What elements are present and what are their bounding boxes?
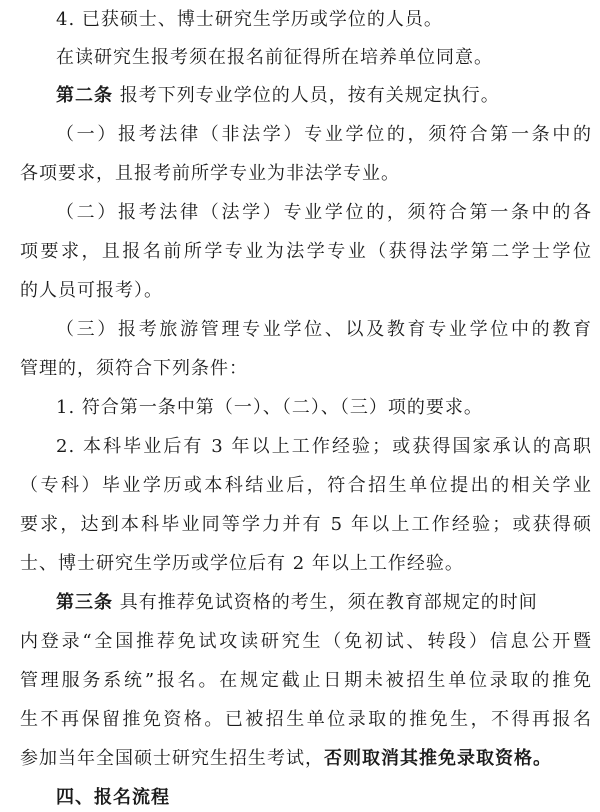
paragraph-line: 生不再保留推免资格。已被招生单位录取的推免生，不得再报名	[20, 709, 592, 730]
paragraph-line: （二）报考法律（法学）专业学位的，须符合第一条中的各	[56, 202, 592, 223]
paragraph-line: 士、博士研究生学历或学位后有 2 年以上工作经验。	[20, 553, 464, 574]
article-2-heading	[56, 84, 592, 108]
paragraph-line: （专科）毕业学历或本科结业后，符合招生单位提出的相关学业	[20, 475, 592, 496]
paragraph-line	[20, 747, 592, 771]
paragraph-line: 项要求，且报名前所学专业为法学专业（获得法学第二学士学位	[20, 241, 592, 262]
article-3-title: 第三条	[56, 592, 113, 613]
article-3-heading	[56, 591, 592, 615]
paragraph-text: 参加当年全国硕士研究生招生考试，	[20, 748, 324, 769]
paragraph-line: 的人员可报考）。	[20, 280, 163, 301]
paragraph-line: 内登录“全国推荐免试攻读研究生（免初试、转段）信息公开暨	[20, 631, 592, 652]
article-2-text: 报考下列专业学位的人员，按有关规定执行。	[113, 85, 500, 106]
paragraph-line: （三）报考旅游管理专业学位、以及教育专业学位中的教育	[56, 319, 592, 340]
paragraph-line: （一）报考法律（非法学）专业学位的，须符合第一条中的	[56, 124, 592, 145]
paragraph-line: 在读研究生报考须在报名前征得所在培养单位同意。	[56, 47, 493, 68]
paragraph-line: 要求，达到本科毕业同等学力并有 5 年以上工作经验；或获得硕	[20, 514, 592, 535]
article-3-text: 具有推荐免试资格的考生，须在教育部规定的时间	[113, 592, 538, 613]
paragraph-line: 管理的，须符合下列条件：	[20, 358, 248, 379]
paragraph-line: 1. 符合第一条中第（一）、（二）、（三）项的要求。	[56, 397, 483, 418]
paragraph-line: 管理服务系统”报名。在规定截止日期未被招生单位录取的推免	[20, 670, 592, 691]
article-2-title: 第二条	[56, 85, 113, 106]
paragraph-line: 各项要求，且报考前所学专业为非法学专业。	[20, 163, 400, 184]
paragraph-line: 4. 已获硕士、博士研究生学历或学位的人员。	[56, 9, 443, 30]
section-heading: 四、报名流程	[56, 787, 170, 808]
paragraph-line: 2. 本科毕业后有 3 年以上工作经验；或获得国家承认的高职	[56, 436, 592, 457]
bold-emphasis: 否则取消其推免录取资格。	[324, 748, 552, 769]
